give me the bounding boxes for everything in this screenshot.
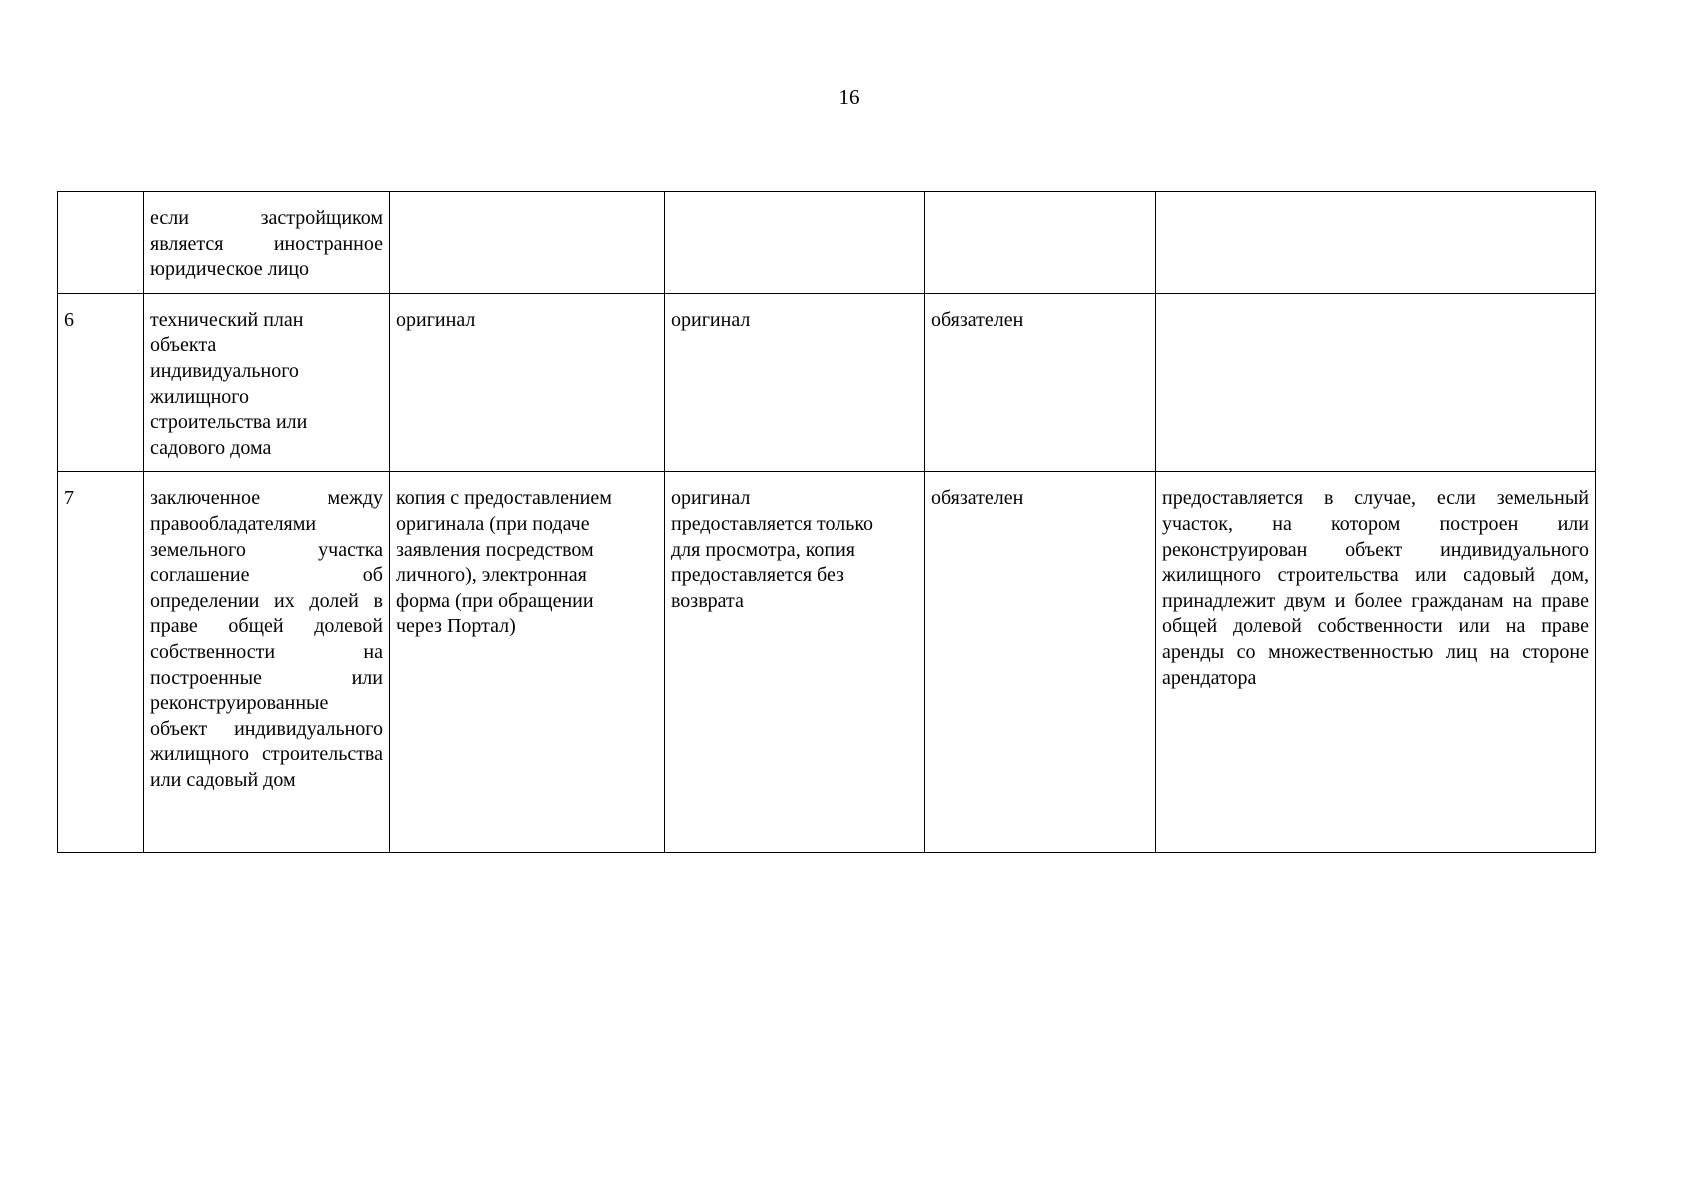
submission-form-cell [390, 472, 665, 853]
table-row [58, 192, 1596, 294]
requirement-cell [925, 293, 1156, 472]
document-status-cell [665, 192, 925, 294]
document-status: оригинал [671, 308, 751, 331]
requirement: обязателен [931, 308, 1024, 331]
document-name: технический план объекта индивидуального жилищного строительства или садового дома [150, 308, 308, 459]
document-status-cell [665, 472, 925, 853]
note: предоставляется в случае, если земельный участок, на котором построен или реконструирован объект индивидуального жилищного строительства или садовый дом, принадлежит двум и более гражданам на праве общей долевой собственности или на праве аренды со множественностью лиц на стороне арендатора [1162, 487, 1589, 689]
submission-form-cell [390, 192, 665, 294]
row-number-cell [58, 293, 144, 472]
document-name-cell [144, 472, 390, 853]
document-name: заключенное между правообладателями земельного участка соглашение об определении их долей в праве общей долевой собственности на построенные или реконструированные объект индивидуального жилищного строительства или садовый дом [150, 487, 383, 791]
page-number: 16 [838, 85, 860, 109]
note-cell [1156, 293, 1596, 472]
row-number-cell [58, 192, 144, 294]
requirement-cell [925, 192, 1156, 294]
row-number: 7 [64, 487, 74, 510]
document-name-cell [144, 293, 390, 472]
table-row [58, 472, 1596, 853]
document-name-cell [144, 192, 390, 294]
document-status-cell [665, 293, 925, 472]
submission-form: оригинал [396, 308, 476, 331]
submission-form: копия с предоставлением оригинала (при подаче заявления посредством личного), электронная форма (при обращении через Портал) [396, 487, 612, 638]
row-number-cell [58, 472, 144, 853]
document-name: если застройщиком является иностранное юридическое лицо [150, 207, 383, 281]
requirement: обязателен [931, 487, 1024, 510]
note-cell [1156, 472, 1596, 853]
submission-form-cell [390, 293, 665, 472]
note-cell [1156, 192, 1596, 294]
documents-table [57, 191, 1596, 853]
requirement-cell [925, 472, 1156, 853]
row-number: 6 [64, 308, 74, 331]
table-row [58, 293, 1596, 472]
document-status: оригинал предоставляется только для просмотра, копия предоставляется без возврата [671, 487, 874, 612]
